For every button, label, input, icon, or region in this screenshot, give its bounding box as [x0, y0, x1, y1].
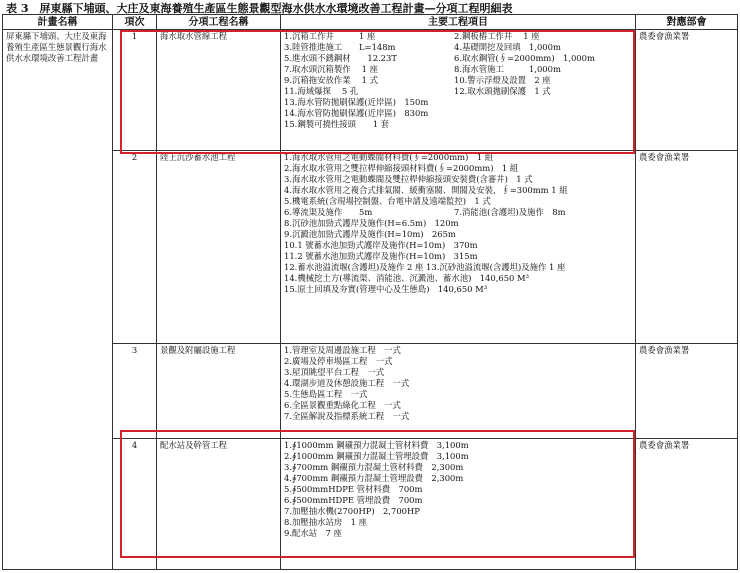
- sub-project-name-cell: 配水站及幹管工程: [157, 439, 281, 570]
- work-item-line: [284, 378, 632, 389]
- work-item: 6.導流渠及施作 5m: [284, 207, 373, 217]
- work-item: 9.配水站 7 座: [284, 528, 342, 538]
- header-dept: 對應部會: [636, 15, 738, 30]
- work-item: 3.屋頂眺望平台工程 一式: [284, 367, 385, 377]
- work-item-line: [284, 196, 632, 207]
- work-item: 15.鋼製可撓性接頭 1 套: [284, 119, 390, 129]
- table-row: [3, 344, 738, 439]
- work-item: 8.沉砂池加勁式護岸及施作(H=6.5m) 120m: [284, 218, 459, 228]
- work-item: 11.2 號蓄水池加勁式護岸及施作(H=10m) 315m: [284, 251, 478, 261]
- work-item: 5.∮500mmHDPE 管材料費 700m: [284, 484, 423, 494]
- work-item: 2.海水取水管用之雙拉桿伸縮接頭材料費(∮=2000mm) 1 組: [284, 163, 519, 173]
- sub-project-name-cell: 陸上沉沙蓄水池工程: [157, 151, 281, 344]
- sub-project-name-cell: 海水取水管線工程: [157, 30, 281, 151]
- work-item: 4.環湖步道及休憩設施工程 一式: [284, 378, 410, 388]
- seq-cell: 3: [113, 344, 157, 439]
- work-item: 3.陸管推進施工 L=148m: [284, 42, 396, 52]
- table-header-row: [3, 15, 738, 30]
- work-item: 15.原土回填及夯實(管理中心及生態島) 140,650 M³: [284, 284, 488, 294]
- work-item-line: [284, 345, 632, 356]
- work-item: 9.沉澱池加勁式護岸及施作(H=10m) 265m: [284, 229, 456, 239]
- work-item: 14.機械挖土方(導流渠、消能池、沉澱池、蓄水池) 140,650 M³: [284, 273, 529, 283]
- work-item-line: [284, 273, 632, 284]
- work-item-line: [284, 229, 632, 240]
- seq-cell: 2: [113, 151, 157, 344]
- seq-cell: 1: [113, 30, 157, 151]
- header-seq: 項次: [113, 15, 157, 30]
- work-item-line: [284, 411, 632, 422]
- work-item: 5.生態島區工程 一式: [284, 389, 368, 399]
- work-item: 3.∮700mm 鋼襯預力混凝土管材料費 2,300m: [284, 462, 464, 472]
- work-item: 1.沉箱工作井 1 座: [284, 31, 376, 41]
- work-item: 4.基礎開挖及回填 1,000m: [454, 42, 561, 52]
- work-item-line: [284, 389, 632, 400]
- work-item: 6.取水鋼管(∮=2000mm) 1,000m: [454, 53, 595, 63]
- work-item-line: [284, 240, 632, 251]
- dept-cell: 農委會漁業署: [636, 344, 738, 439]
- work-item: 5.進水頭不銹鋼材 12.23T: [284, 53, 397, 63]
- work-item-line: [284, 251, 632, 262]
- work-item: 8.海水管施工 1,000m: [454, 64, 561, 74]
- work-item: 3.海水取水管用之電動蝶閥及雙拉桿伸縮接頭安裝費(含審井) 1 式: [284, 174, 533, 184]
- work-item: 5.機電系統(含現場控制盤、台電申請及遠端監控) 1 式: [284, 196, 491, 206]
- header-plan-name: 計畫名稱: [3, 15, 113, 30]
- highlight-box-row-1: [120, 30, 635, 154]
- work-item: 10.1 號蓄水池加勁式護岸及施作(H=10m) 370m: [284, 240, 478, 250]
- work-item: 4.∮700mm 鋼襯預力混凝土管埋設費 2,300m: [284, 473, 464, 483]
- main-items-cell: [281, 151, 636, 344]
- header-sub-name: 分項工程名稱: [157, 15, 281, 30]
- work-item: 11.海域爆探 5 孔: [284, 86, 359, 96]
- work-item: 9.沉箱拖安放作業 1 式: [284, 75, 379, 85]
- work-item-line: [284, 284, 632, 295]
- work-item-line: [284, 174, 632, 185]
- work-item: 7.加壓抽水機(2700HP) 2,700HP: [284, 506, 420, 516]
- work-item: 7.全區解說及指標系統工程 一式: [284, 411, 410, 421]
- highlight-box-row-4: [120, 430, 635, 558]
- work-item: 12.蓄水池溢流堰(含護坦)及施作 2 座 13.沉砂池溢流堰(含護坦)及施作 1 座: [284, 262, 566, 272]
- work-item: 7.取水頭沉箱製作 1 座: [284, 64, 379, 74]
- work-item: 6.∮500mmHDPE 管埋設費 700m: [284, 495, 423, 505]
- work-item-line: [284, 262, 632, 273]
- dept-cell: 農委會漁業署: [636, 30, 738, 151]
- work-item: 1.∮1000mm 鋼襯預力混凝土管材料費 3,100m: [284, 440, 469, 450]
- work-item: 7.消能池(含護坦)及施作 8m: [454, 207, 566, 217]
- work-item-line: [284, 163, 632, 174]
- work-item-line: [284, 356, 632, 367]
- work-item-line: [284, 367, 632, 378]
- header-main-items: 主要工程項目: [281, 15, 636, 30]
- work-item-line: [284, 185, 632, 196]
- work-item: 12.取水頭拋刷保護 1 式: [454, 86, 551, 96]
- table-caption: 表 3 屏東縣下埔頭、大庄及東海養殖生產區生態景觀型海水供水水環境改善工程計畫—分項工程明細表: [6, 2, 513, 15]
- work-item: 2.廣場及停車場區工程 一式: [284, 356, 393, 366]
- work-item: 2.鋼板樁工作井 1 座: [454, 31, 540, 41]
- plan-name-cell: 屏東縣下埔頭、大庄及東海養殖生產區生態景觀行海水供水水環境改善工程計畫: [3, 30, 113, 570]
- work-item: 13.海水管防拋刷保護(近岸區) 150m: [284, 97, 429, 107]
- work-item: 2.∮1000mm 鋼襯預力混凝土管埋設費 3,100m: [284, 451, 469, 461]
- work-item: 14.海水管防拋刷保護(近岸區) 830m: [284, 108, 429, 118]
- table-row: [3, 151, 738, 344]
- sub-project-name-cell: 景觀及附屬設施工程: [157, 344, 281, 439]
- work-item: 4.海水取水管用之複合式排氣閥、緩衝塞閥、開閥及安裝，∮=300mm 1 組: [284, 185, 568, 195]
- seq-cell: 4: [113, 439, 157, 570]
- work-item: 8.加壓抽水站房 1 座: [284, 517, 367, 527]
- main-items-cell: [281, 344, 636, 439]
- work-item: 10.警示浮燈及設置 2 座: [454, 75, 551, 85]
- dept-cell: 農委會漁業署: [636, 439, 738, 570]
- work-item-line: [284, 218, 632, 229]
- work-item-line: [284, 400, 632, 411]
- work-item: 1.管理室及周邊設施工程 一式: [284, 345, 401, 355]
- dept-cell: 農委會漁業署: [636, 151, 738, 344]
- work-item: 1.海水取水管用之電動蝶閥材料費(∮=2000mm) 1 組: [284, 152, 494, 162]
- work-item: 6.全區景觀重點綠化工程 一式: [284, 400, 401, 410]
- work-item-line: [284, 207, 632, 218]
